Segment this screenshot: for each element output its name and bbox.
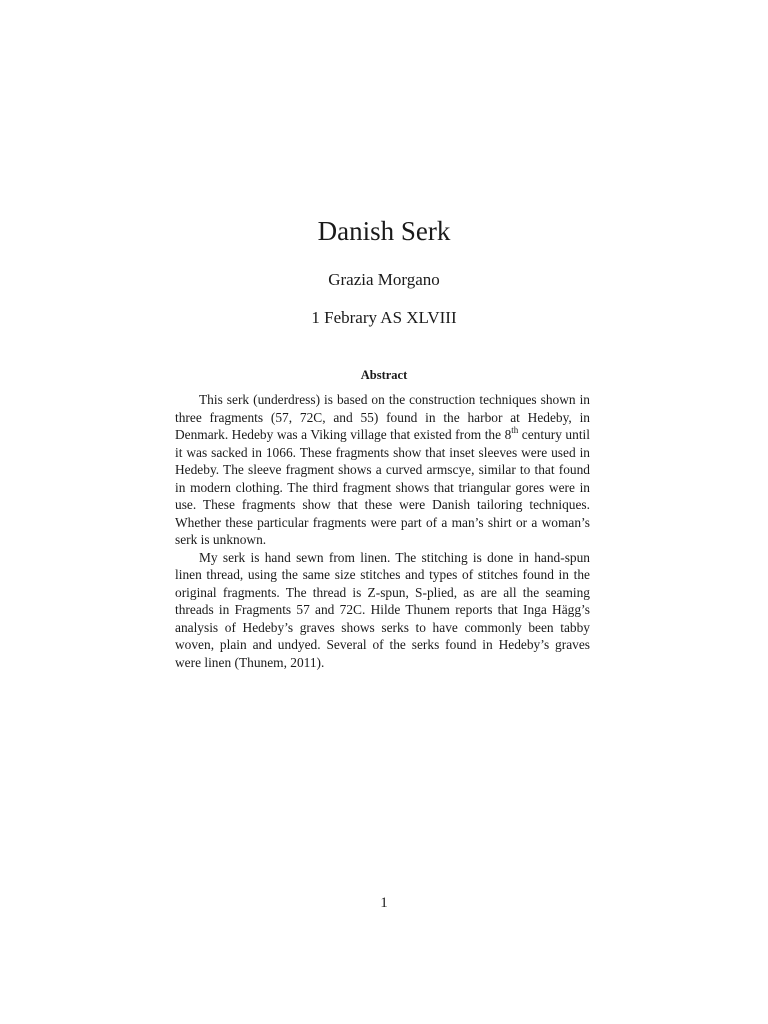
paper-date: 1 Febrary AS XLVIII [311,308,457,327]
page-number: 1 [380,895,388,911]
abstract-paragraph-1 [175,391,590,549]
abstract-paragraph-1-text-b: century until it was sacked in 1066. These fragments show that inset sleeves were used in Hedeby. The sleeve fragment shows a curved armscye, similar to that found in modern clothing. The third fragment shows that triangular gores were in use. These fragments show that these were Danish tailoring techniques. Whether these particular fragments were part of a man’s shirt or a woman’s serk is unknown. [175,427,590,547]
ordinal-superscript: th [511,425,519,435]
abstract-paragraph-2: My serk is hand sewn from linen. The stitching is done in hand-spun linen thread, using the same size stitches and types of stitches found in the original fragments. The thread is Z-spun, S-plied, as are all the seaming threads in Fragments 57 and 72C. Hilde Thunem reports that Inga Hägg’s analysis of Hedeby’s graves shows serks to have commonly been tabby woven, plain and undyed. Several of the serks found in Hedeby’s graves were linen (Thunem, 2011). [175,549,590,670]
author-name: Grazia Morgano [328,270,440,289]
abstract-body [175,391,590,671]
abstract-paragraph-1-text-a: This serk (underdress) is based on the construction techniques shown in three fragments (57, 72C, and 55) found in the harbor at Hedeby, in Denmark. Hedeby was a Viking village that existed from the 8 [175,392,590,442]
paper-title: Danish Serk [317,216,451,246]
abstract-heading: Abstract [360,368,408,382]
